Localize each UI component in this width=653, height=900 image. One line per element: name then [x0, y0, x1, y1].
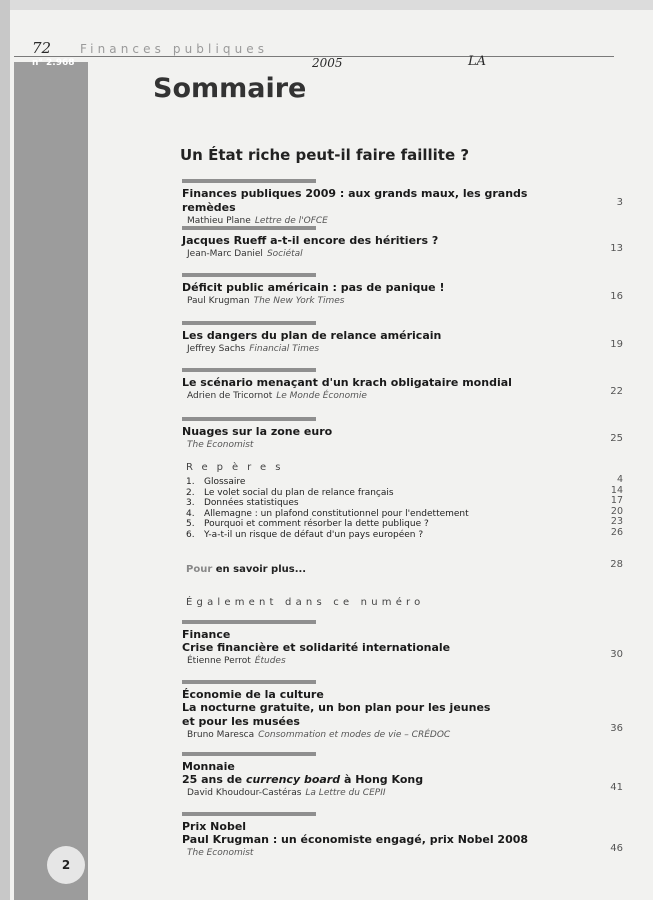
article-author: Jean-Marc Daniel — [187, 249, 263, 259]
entry-rule — [182, 812, 316, 816]
title-part: 25 ans de — [182, 773, 246, 786]
reperes-item[interactable] — [186, 488, 469, 499]
entry-rule — [182, 752, 316, 756]
item-number: 5. — [186, 519, 195, 529]
page-number[interactable]: 19 — [610, 339, 623, 350]
article-source: The Economist — [187, 848, 254, 858]
page-number[interactable]: 36 — [610, 723, 623, 734]
also-heading: Également dans ce numéro — [186, 597, 425, 608]
article-author: Paul Krugman — [187, 296, 250, 306]
page-number[interactable]: 16 — [610, 291, 623, 302]
handwritten-initials: LA — [468, 54, 487, 69]
further-reading-link[interactable] — [186, 564, 306, 575]
handwritten-number: 72 — [32, 39, 52, 57]
entry-rule — [182, 680, 316, 684]
article-byline — [182, 847, 582, 860]
page-number[interactable]: 26 — [610, 526, 623, 538]
page-number[interactable]: 46 — [610, 843, 623, 854]
entry-rule — [182, 620, 316, 624]
article-author: Adrien de Tricornot — [187, 391, 273, 401]
item-text[interactable]: Y-a-t-il un risque de défaut d'un pays européen ? — [204, 529, 424, 540]
reperes-heading: Repères — [186, 462, 290, 473]
article-byline — [182, 787, 582, 800]
handwritten-year: 2005 — [312, 56, 343, 70]
article-entry[interactable] — [182, 417, 582, 452]
article-title[interactable]: Paul Krugman : un économiste engagé, prix Nobel 2008 — [182, 833, 529, 846]
article-source: Consommation et modes de vie – CRÉDOC — [258, 730, 451, 740]
item-text[interactable]: Glossaire — [204, 477, 246, 487]
article-byline — [182, 655, 582, 668]
article-source: The Economist — [187, 440, 254, 450]
reperes-item[interactable] — [186, 477, 469, 488]
article-title[interactable]: Les dangers du plan de relance américain — [182, 329, 442, 342]
article-source: The New York Times — [253, 296, 345, 306]
page-top-edge — [0, 0, 653, 10]
item-text[interactable]: Allemagne : un plafond constitutionnel pour l'endettement — [204, 508, 469, 519]
title-emphasis: currency board — [245, 773, 341, 786]
article-title-line[interactable]: La nocturne gratuite, un bon plan pour les jeunes — [182, 701, 491, 714]
article-source: Le Monde Économie — [276, 391, 367, 401]
entry-rule — [182, 179, 316, 183]
article-entry[interactable] — [182, 273, 582, 308]
reperes-item[interactable] — [186, 498, 469, 509]
article-author: Étienne Perrot — [187, 656, 251, 666]
also-entry[interactable] — [182, 680, 582, 742]
page-number[interactable]: 28 — [610, 559, 623, 570]
further-reading-prefix: Pour — [186, 564, 213, 575]
article-source: Sociétal — [266, 249, 303, 259]
article-author: David Khoudour-Castéras — [187, 788, 302, 798]
page-number[interactable]: 23 — [610, 516, 623, 527]
item-text[interactable]: Données statistiques — [204, 498, 299, 508]
grey-sidebar-band — [14, 62, 88, 900]
reperes-list — [186, 477, 469, 540]
article-title[interactable]: Déficit public américain : pas de panique ! — [182, 281, 445, 294]
article-source: La Lettre du CEPII — [305, 788, 386, 798]
article-title[interactable]: Crise financière et solidarité internationale — [182, 641, 451, 654]
article-title-line[interactable]: et pour les musées — [182, 715, 300, 728]
reperes-item[interactable] — [186, 509, 469, 520]
also-entry[interactable] — [182, 620, 582, 668]
series-title: Finances publiques — [80, 42, 269, 56]
item-text[interactable]: Le volet social du plan de relance français — [204, 487, 394, 498]
page-number[interactable]: 25 — [610, 433, 623, 444]
page-number[interactable]: 30 — [610, 649, 623, 660]
article-source: Lettre de l'OFCE — [254, 216, 328, 226]
item-number: 4. — [186, 508, 195, 519]
entry-rubric: Monnaie — [182, 760, 235, 773]
article-byline — [182, 295, 582, 308]
article-byline — [182, 248, 582, 261]
page-number[interactable]: 3 — [616, 197, 623, 208]
page-title: Sommaire — [153, 73, 307, 104]
entry-rule — [182, 417, 316, 421]
title-part: à Hong Kong — [340, 773, 424, 786]
article-title[interactable]: Nuages sur la zone euro — [182, 425, 333, 438]
item-text[interactable]: Pourquoi et comment résorber la dette publique ? — [204, 519, 429, 529]
page-number[interactable]: 22 — [610, 386, 623, 397]
entry-rubric: Finance — [182, 628, 231, 641]
also-entry[interactable] — [182, 752, 582, 800]
reperes-item[interactable] — [186, 530, 469, 541]
article-title[interactable] — [182, 773, 582, 787]
item-number: 2. — [186, 487, 195, 498]
article-byline — [182, 729, 582, 742]
article-byline — [182, 439, 582, 452]
entry-rule — [182, 368, 316, 372]
article-entry[interactable] — [182, 321, 582, 356]
reperes-item[interactable] — [186, 519, 469, 530]
entry-rule — [182, 321, 316, 325]
article-entry[interactable] — [182, 179, 582, 228]
article-title[interactable]: Jacques Rueff a-t-il encore des héritiers ? — [182, 234, 439, 247]
page-number[interactable]: 20 — [610, 505, 623, 517]
page-number[interactable]: 13 — [610, 243, 623, 254]
article-author: Mathieu Plane — [187, 216, 251, 226]
also-entry[interactable] — [182, 812, 582, 860]
item-number: 3. — [186, 498, 195, 508]
page-number[interactable]: 41 — [610, 782, 623, 793]
article-source: Études — [254, 656, 286, 666]
item-number: 6. — [186, 529, 195, 540]
article-byline — [182, 343, 582, 356]
article-byline — [182, 390, 582, 403]
entry-rule — [182, 273, 316, 277]
page-left-edge — [0, 0, 10, 900]
document-page-number: 2 — [47, 846, 85, 884]
article-author: Jeffrey Sachs — [187, 344, 246, 354]
entry-rubric: Économie de la culture — [182, 688, 324, 701]
article-author: Bruno Maresca — [187, 730, 255, 740]
page-number[interactable]: 14 — [610, 484, 623, 496]
reperes-pages — [611, 475, 623, 538]
article-entry[interactable] — [182, 368, 582, 403]
article-title[interactable]: Finances publiques 2009 : aux grands maux, les grands remèdes — [182, 187, 528, 214]
entry-rule — [182, 226, 316, 230]
item-number: 1. — [186, 477, 195, 487]
further-reading-text: en savoir plus... — [215, 564, 307, 575]
entry-rubric: Prix Nobel — [182, 820, 247, 833]
issue-theme: Un État riche peut-il faire faillite ? — [180, 146, 470, 164]
page-number[interactable]: 17 — [610, 495, 623, 506]
page-number[interactable]: 4 — [616, 474, 623, 485]
article-title[interactable]: Le scénario menaçant d'un krach obligataire mondial — [182, 376, 512, 389]
issue-number: n° 2.968 — [32, 58, 75, 68]
article-entry[interactable] — [182, 226, 582, 261]
article-source: Financial Times — [249, 344, 320, 354]
